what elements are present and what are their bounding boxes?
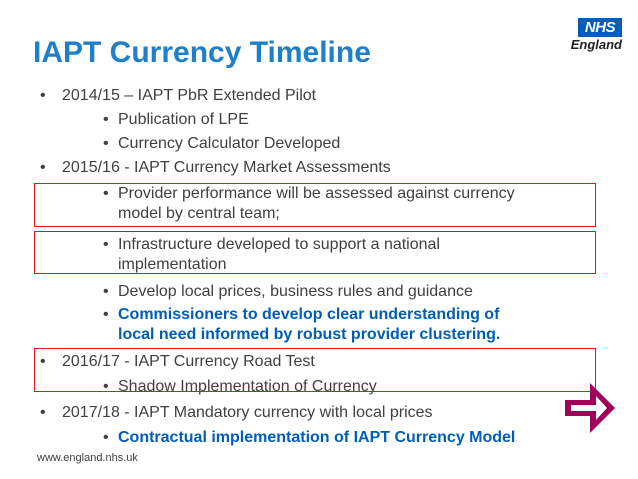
bullet-dot: • <box>103 236 109 253</box>
sub-bullet-item-line2: model by central team; <box>118 205 280 222</box>
bullet-dot: • <box>40 353 46 370</box>
highlight-box-road-test <box>34 348 596 392</box>
bullet-dot: • <box>103 111 109 128</box>
bullet-item: 2014/15 – IAPT PbR Extended Pilot <box>62 87 317 104</box>
sub-bullet-item-line1: Infrastructure developed to support a national <box>118 236 440 253</box>
sub-bullet-item-line2: implementation <box>118 256 227 273</box>
bullet-dot: • <box>103 429 109 446</box>
footer-url: www.england.nhs.uk <box>37 452 138 464</box>
nhs-england-logo <box>560 18 622 56</box>
bullet-dot: • <box>40 159 46 176</box>
bullet-dot: • <box>103 185 109 202</box>
sub-bullet-item: Publication of LPE <box>118 111 249 128</box>
bullet-dot: • <box>103 135 109 152</box>
slide-title: IAPT Currency Timeline <box>33 36 371 69</box>
bullet-item: 2016/17 - IAPT Currency Road Test <box>62 353 315 370</box>
sub-bullet-item: Develop local prices, business rules and guidance <box>118 283 473 300</box>
sub-bullet-item: Shadow Implementation of Currency <box>118 378 377 395</box>
highlight-box-provider-performance <box>34 183 596 227</box>
bullet-dot: • <box>40 404 46 421</box>
sub-bullet-item: Contractual implementation of IAPT Currency Model <box>118 429 516 446</box>
bullet-item: 2015/16 - IAPT Currency Market Assessments <box>62 159 391 176</box>
bullet-dot: • <box>40 87 46 104</box>
bullet-dot: • <box>103 283 109 300</box>
bullet-dot: • <box>103 378 109 395</box>
nhs-logo-box: NHS <box>578 18 622 37</box>
sub-bullet-item: Currency Calculator Developed <box>118 135 341 152</box>
right-arrow-icon <box>565 380 615 436</box>
bullet-item: 2017/18 - IAPT Mandatory currency with local prices <box>62 404 433 421</box>
sub-bullet-item-line2: local need informed by robust provider clustering. <box>118 326 501 343</box>
sub-bullet-item-line1: Provider performance will be assessed against currency <box>118 185 515 202</box>
sub-bullet-item-line1: Commissioners to develop clear understanding of <box>118 306 500 323</box>
highlight-box-infrastructure <box>34 231 596 274</box>
nhs-logo-subtitle: England <box>570 37 622 52</box>
bullet-dot: • <box>103 306 109 323</box>
